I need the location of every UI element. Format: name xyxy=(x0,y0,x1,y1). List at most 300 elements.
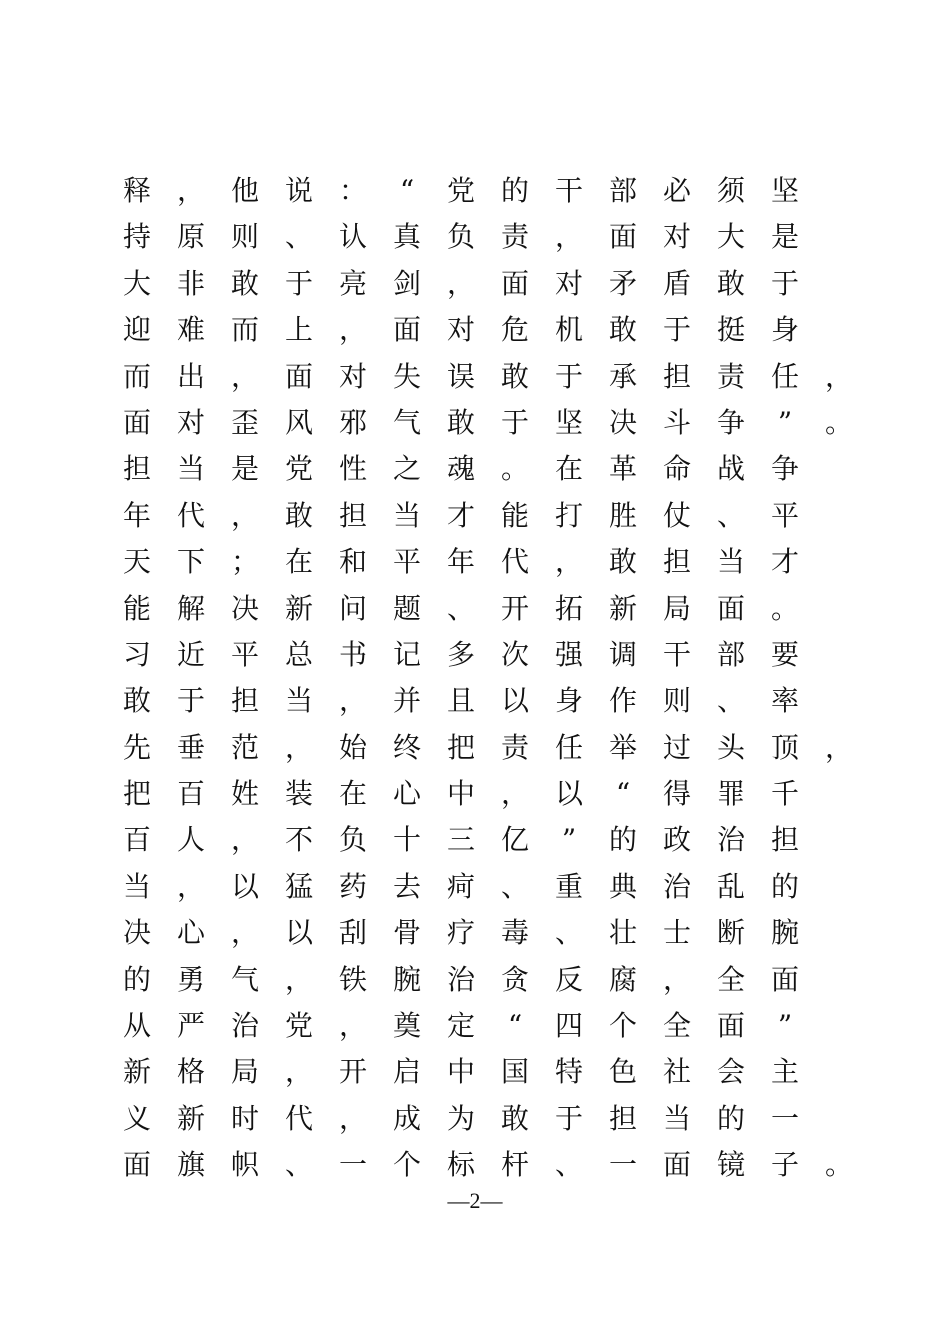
text-line xyxy=(110,725,870,771)
text-char: 新 xyxy=(122,1055,151,1089)
text-char: 始 xyxy=(338,730,367,764)
text-char: 垂 xyxy=(176,730,205,764)
text-line xyxy=(110,1142,870,1188)
text-char: 开 xyxy=(338,1055,367,1089)
text-char: 责 xyxy=(716,359,745,393)
text-line xyxy=(110,586,870,632)
text-char: 全 xyxy=(716,962,745,996)
text-char: 在 xyxy=(338,777,367,811)
text-char: 面 xyxy=(500,266,529,300)
text-char: 色 xyxy=(608,1055,637,1089)
text-char: 天 xyxy=(122,545,151,579)
text-char: 党 xyxy=(284,452,313,486)
text-char: 胜 xyxy=(608,498,637,532)
text-char: 释 xyxy=(122,174,151,207)
text-char: 之 xyxy=(392,452,421,486)
text-char: 对 xyxy=(338,359,367,393)
text-char: 次 xyxy=(500,637,529,671)
text-char: 年 xyxy=(446,545,475,579)
text-char: 必 xyxy=(662,174,691,207)
text-char: 代 xyxy=(284,1101,313,1135)
text-char: 强 xyxy=(554,637,583,671)
text-char: 帜 xyxy=(230,1148,259,1182)
text-char: 说 xyxy=(284,174,313,207)
text-char: 对 xyxy=(554,266,583,300)
text-char: 三 xyxy=(446,823,475,857)
text-line xyxy=(110,261,870,307)
text-line xyxy=(110,910,870,956)
text-line xyxy=(110,864,870,910)
text-char: ， xyxy=(338,1009,367,1043)
text-char: 习 xyxy=(122,637,151,671)
text-char: 把 xyxy=(122,777,151,811)
text-line xyxy=(110,1003,870,1049)
text-char: 过 xyxy=(662,730,691,764)
text-char: 罪 xyxy=(716,777,745,811)
text-char: 去 xyxy=(392,869,421,903)
text-char: 铁 xyxy=(338,962,367,996)
text-char: 而 xyxy=(230,313,259,347)
text-char: 敢 xyxy=(230,266,259,300)
text-char: 人 xyxy=(176,823,205,857)
text-char: 一 xyxy=(770,1101,799,1135)
text-char: 大 xyxy=(122,266,151,300)
text-char: 党 xyxy=(446,174,475,207)
text-char: 坚 xyxy=(770,174,799,207)
text-char: 、 xyxy=(554,1148,583,1182)
text-char: 严 xyxy=(176,1009,205,1043)
text-char: 非 xyxy=(176,266,205,300)
page-number: —2— xyxy=(447,1188,503,1213)
body-text xyxy=(110,168,870,1189)
text-char: 命 xyxy=(662,452,691,486)
text-char: 风 xyxy=(284,405,313,439)
text-char: 敢 xyxy=(500,359,529,393)
text-char: 刮 xyxy=(338,916,367,950)
text-char: 得 xyxy=(662,777,691,811)
text-char: 代 xyxy=(176,498,205,532)
text-char: 治 xyxy=(230,1009,259,1043)
text-char: 子 xyxy=(770,1148,799,1182)
text-char: 敢 xyxy=(716,266,745,300)
text-char: 决 xyxy=(230,591,259,625)
text-char: 在 xyxy=(554,452,583,486)
text-char: 新 xyxy=(284,591,313,625)
text-char: 难 xyxy=(176,313,205,347)
text-char: 持 xyxy=(122,220,151,254)
text-char: 迎 xyxy=(122,313,151,347)
text-line xyxy=(110,400,870,446)
text-char: 对 xyxy=(446,313,475,347)
text-char: 新 xyxy=(176,1101,205,1135)
text-char: 歪 xyxy=(230,405,259,439)
text-char: 、 xyxy=(500,869,529,903)
text-char: 盾 xyxy=(662,266,691,300)
text-char: 敢 xyxy=(608,545,637,579)
text-char: 义 xyxy=(122,1101,151,1135)
text-char: ， xyxy=(230,916,259,950)
text-char: 国 xyxy=(500,1055,529,1089)
text-char: 担 xyxy=(770,823,799,857)
text-char: 危 xyxy=(500,313,529,347)
text-char: 个 xyxy=(608,1009,637,1043)
text-char: 心 xyxy=(392,777,421,811)
text-char: 的 xyxy=(608,823,637,857)
text-char: 装 xyxy=(284,777,313,811)
text-char: 千 xyxy=(770,777,799,811)
text-char: 承 xyxy=(608,359,637,393)
text-char: 全 xyxy=(662,1009,691,1043)
text-line xyxy=(110,957,870,1003)
text-char: 。 xyxy=(500,452,529,486)
text-char: ” xyxy=(561,823,577,857)
text-char: 误 xyxy=(446,359,475,393)
text-char: 贪 xyxy=(500,962,529,996)
text-char: 、 xyxy=(716,498,745,532)
text-char: 面 xyxy=(392,313,421,347)
text-char: 仗 xyxy=(662,498,691,532)
text-char: 才 xyxy=(770,545,799,579)
text-char: 干 xyxy=(554,174,583,207)
text-char: 特 xyxy=(554,1055,583,1089)
text-char: 治 xyxy=(716,823,745,857)
text-char: 面 xyxy=(770,962,799,996)
text-char: 局 xyxy=(662,591,691,625)
text-char: 坚 xyxy=(554,405,583,439)
text-char: ， xyxy=(338,684,367,718)
text-char: 为 xyxy=(446,1101,475,1135)
text-char: 面 xyxy=(284,359,313,393)
text-char: 启 xyxy=(392,1055,421,1089)
text-char: 担 xyxy=(338,498,367,532)
text-char: 杆 xyxy=(500,1148,529,1182)
text-char: 面 xyxy=(716,1009,745,1043)
text-char: 总 xyxy=(284,637,313,671)
text-char: 一 xyxy=(608,1148,637,1182)
text-char: 作 xyxy=(608,684,637,718)
text-char: 敢 xyxy=(122,684,151,718)
text-char: 于 xyxy=(554,1101,583,1135)
text-char: 典 xyxy=(608,869,637,903)
text-char: 题 xyxy=(392,591,421,625)
text-char: 对 xyxy=(662,220,691,254)
text-line xyxy=(110,214,870,260)
text-char: 并 xyxy=(392,684,421,718)
text-char: 、 xyxy=(284,1148,313,1182)
text-char: 。 xyxy=(824,1148,853,1182)
text-char: 任 xyxy=(554,730,583,764)
text-char: 记 xyxy=(392,637,421,671)
text-char: 担 xyxy=(662,359,691,393)
text-char: 士 xyxy=(662,916,691,950)
text-char: 则 xyxy=(230,220,259,254)
text-char: 开 xyxy=(500,591,529,625)
text-char: 部 xyxy=(608,174,637,207)
text-char: 担 xyxy=(608,1101,637,1135)
text-line xyxy=(110,168,870,214)
text-char: 范 xyxy=(230,730,259,764)
text-char: 气 xyxy=(230,962,259,996)
text-char: 心 xyxy=(176,916,205,950)
text-char: ， xyxy=(284,730,313,764)
text-char: 定 xyxy=(446,1009,475,1043)
text-char: 于 xyxy=(176,684,205,718)
text-char: 于 xyxy=(284,266,313,300)
text-char: 重 xyxy=(554,869,583,903)
text-char: ， xyxy=(824,359,853,393)
text-line xyxy=(110,771,870,817)
text-char: 率 xyxy=(770,684,799,718)
text-char: 革 xyxy=(608,452,637,486)
text-char: 在 xyxy=(284,545,313,579)
text-char: 于 xyxy=(554,359,583,393)
text-char: 且 xyxy=(446,684,475,718)
text-char: 中 xyxy=(446,1055,475,1089)
text-char: 邪 xyxy=(338,405,367,439)
text-char: 负 xyxy=(446,220,475,254)
text-char: 能 xyxy=(122,591,151,625)
text-char: 会 xyxy=(716,1055,745,1089)
text-char: 亿 xyxy=(500,823,529,857)
text-char: 腕 xyxy=(770,916,799,950)
text-char: 腕 xyxy=(392,962,421,996)
text-char: 以 xyxy=(554,777,583,811)
text-char: 敢 xyxy=(608,313,637,347)
text-char: ， xyxy=(338,313,367,347)
text-char: 毒 xyxy=(500,916,529,950)
text-char: 局 xyxy=(230,1055,259,1089)
text-char: 决 xyxy=(122,916,151,950)
text-char: 从 xyxy=(122,1009,151,1043)
text-char: 是 xyxy=(230,452,259,486)
text-char: ， xyxy=(176,174,205,207)
text-char: 魂 xyxy=(446,452,475,486)
text-char: 的 xyxy=(122,962,151,996)
text-char: 于 xyxy=(770,266,799,300)
text-char: 疴 xyxy=(446,869,475,903)
text-char: 的 xyxy=(500,174,529,207)
text-char: 敢 xyxy=(284,498,313,532)
text-char: 机 xyxy=(554,313,583,347)
text-char: 新 xyxy=(608,591,637,625)
text-char: 成 xyxy=(392,1101,421,1135)
text-line xyxy=(110,446,870,492)
text-char: 当 xyxy=(176,452,205,486)
text-char: “ xyxy=(615,777,631,811)
text-char: 、 xyxy=(446,591,475,625)
text-char: 争 xyxy=(716,405,745,439)
text-char: 药 xyxy=(338,869,367,903)
text-char: 担 xyxy=(230,684,259,718)
text-char: 责 xyxy=(500,730,529,764)
text-char: 奠 xyxy=(392,1009,421,1043)
text-char: 斗 xyxy=(662,405,691,439)
text-char: 责 xyxy=(500,220,529,254)
text-char: 敢 xyxy=(446,405,475,439)
text-char: 旗 xyxy=(176,1148,205,1182)
text-char: 解 xyxy=(176,591,205,625)
text-char: ， xyxy=(176,869,205,903)
text-line xyxy=(110,678,870,724)
text-char: 要 xyxy=(770,637,799,671)
text-char: 平 xyxy=(230,637,259,671)
text-char: 矛 xyxy=(608,266,637,300)
text-char: 百 xyxy=(176,777,205,811)
text-char: ” xyxy=(777,1009,793,1043)
text-char: 以 xyxy=(284,916,313,950)
text-char: 壮 xyxy=(608,916,637,950)
text-char: 格 xyxy=(176,1055,205,1089)
text-char: 大 xyxy=(716,220,745,254)
text-char: 、 xyxy=(284,220,313,254)
text-char: 上 xyxy=(284,313,313,347)
text-char: 问 xyxy=(338,591,367,625)
text-char: 乱 xyxy=(716,869,745,903)
text-char: 百 xyxy=(122,823,151,857)
text-char: 于 xyxy=(500,405,529,439)
text-line xyxy=(110,354,870,400)
text-char: 把 xyxy=(446,730,475,764)
text-char: 多 xyxy=(446,637,475,671)
text-char: 勇 xyxy=(176,962,205,996)
text-char: 真 xyxy=(392,220,421,254)
text-char: ： xyxy=(338,174,367,207)
text-char: 面 xyxy=(122,405,151,439)
text-char: 中 xyxy=(446,777,475,811)
text-char: 主 xyxy=(770,1055,799,1089)
text-char: 党 xyxy=(284,1009,313,1043)
text-char: 断 xyxy=(716,916,745,950)
text-char: 出 xyxy=(176,359,205,393)
text-char: 。 xyxy=(824,405,853,439)
text-char: 举 xyxy=(608,730,637,764)
text-char: ， xyxy=(230,498,259,532)
text-line xyxy=(110,817,870,863)
text-char: 腐 xyxy=(608,962,637,996)
text-char: 调 xyxy=(608,637,637,671)
text-char: 头 xyxy=(716,730,745,764)
text-char: 才 xyxy=(446,498,475,532)
text-char: 、 xyxy=(554,916,583,950)
text-char: 当 xyxy=(662,1101,691,1135)
text-char: 原 xyxy=(176,220,205,254)
text-char: 以 xyxy=(230,869,259,903)
text-line xyxy=(110,493,870,539)
text-char: 骨 xyxy=(392,916,421,950)
text-char: 亮 xyxy=(338,266,367,300)
text-char: 他 xyxy=(230,174,259,207)
text-char: 性 xyxy=(338,452,367,486)
text-char: “ xyxy=(399,174,415,207)
text-line xyxy=(110,539,870,585)
text-char: 面 xyxy=(662,1148,691,1182)
text-char: ， xyxy=(500,777,529,811)
text-char: 敢 xyxy=(500,1101,529,1135)
text-char: 面 xyxy=(716,591,745,625)
text-char: 反 xyxy=(554,962,583,996)
text-char: 的 xyxy=(716,1101,745,1135)
text-char: 平 xyxy=(392,545,421,579)
text-char: 时 xyxy=(230,1101,259,1135)
text-char: 下 xyxy=(176,545,205,579)
text-char: 于 xyxy=(662,313,691,347)
text-char: 社 xyxy=(662,1055,691,1089)
text-char: 对 xyxy=(176,405,205,439)
text-char: 战 xyxy=(716,452,745,486)
text-line xyxy=(110,632,870,678)
text-char: 不 xyxy=(284,823,313,857)
text-char: 是 xyxy=(770,220,799,254)
text-line xyxy=(110,307,870,353)
text-char: 担 xyxy=(662,545,691,579)
text-char: 任 xyxy=(770,359,799,393)
text-char: 身 xyxy=(770,313,799,347)
text-char: 失 xyxy=(392,359,421,393)
text-char: ” xyxy=(777,405,793,439)
text-char: 个 xyxy=(392,1148,421,1182)
text-char: 的 xyxy=(770,869,799,903)
text-char: 挺 xyxy=(716,313,745,347)
text-char: ， xyxy=(230,823,259,857)
text-char: 镜 xyxy=(716,1148,745,1182)
text-char: 先 xyxy=(122,730,151,764)
text-char: 争 xyxy=(770,452,799,486)
text-char: 身 xyxy=(554,684,583,718)
text-char: 终 xyxy=(392,730,421,764)
text-char: 剑 xyxy=(392,266,421,300)
text-char: ， xyxy=(338,1101,367,1135)
text-char: 以 xyxy=(500,684,529,718)
text-char: 近 xyxy=(176,637,205,671)
text-char: 当 xyxy=(284,684,313,718)
text-char: 拓 xyxy=(554,591,583,625)
text-char: ， xyxy=(230,359,259,393)
text-char: 代 xyxy=(500,545,529,579)
text-char: 能 xyxy=(500,498,529,532)
text-char: 气 xyxy=(392,405,421,439)
text-char: 、 xyxy=(716,684,745,718)
text-char: ； xyxy=(230,545,259,579)
text-char: 和 xyxy=(338,545,367,579)
text-line xyxy=(110,1049,870,1095)
text-char: 十 xyxy=(392,823,421,857)
text-char: 一 xyxy=(338,1148,367,1182)
text-char: 。 xyxy=(770,591,799,625)
text-char: 年 xyxy=(122,498,151,532)
text-char: ， xyxy=(446,266,475,300)
text-char: 当 xyxy=(392,498,421,532)
text-char: 干 xyxy=(662,637,691,671)
text-char: 治 xyxy=(446,962,475,996)
text-char: 顶 xyxy=(770,730,799,764)
text-char: 负 xyxy=(338,823,367,857)
text-char: 面 xyxy=(608,220,637,254)
text-char: 姓 xyxy=(230,777,259,811)
text-char: 疗 xyxy=(446,916,475,950)
text-char: ， xyxy=(284,1055,313,1089)
text-char: ， xyxy=(824,730,853,764)
text-char: 书 xyxy=(338,637,367,671)
text-char: 猛 xyxy=(284,869,313,903)
text-char: 当 xyxy=(122,869,151,903)
text-char: 决 xyxy=(608,405,637,439)
text-char: 打 xyxy=(554,498,583,532)
text-char: 而 xyxy=(122,359,151,393)
text-char: 当 xyxy=(716,545,745,579)
text-char: ， xyxy=(554,545,583,579)
text-char: 标 xyxy=(446,1148,475,1182)
text-char: 担 xyxy=(122,452,151,486)
